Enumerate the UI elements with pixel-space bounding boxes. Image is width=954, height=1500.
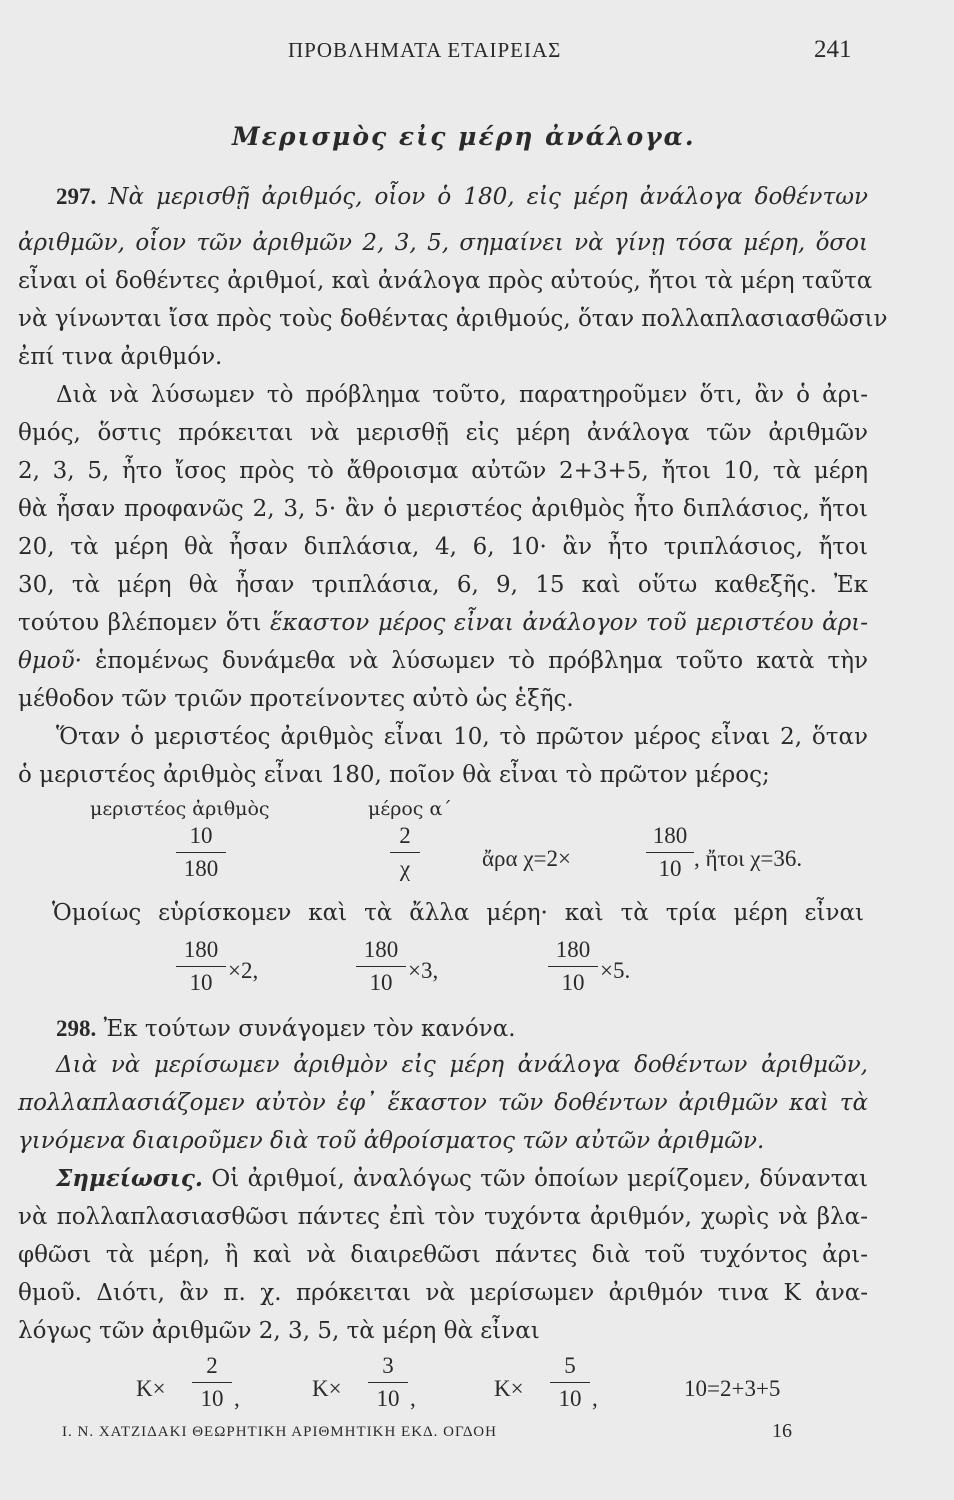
k-sum: 10=2+3+5	[684, 1376, 781, 1401]
p-dia-line-2: θμός, ὅστις πρόκειται νὰ μερισθῇ εἰς μέρη ἀνάλογα τῶν ἀριθμῶν	[18, 420, 868, 446]
k-prefix-1: Κ×	[136, 1376, 166, 1401]
omoios-line: Ὁμοίως εὑρίσκομεν καὶ τὰ ἄλλα μέρη· καὶ τὰ τρία μέρη εἶναι	[52, 900, 864, 926]
paragraph-number-297: 297.	[56, 184, 97, 209]
part-multiplier-3: ×5.	[600, 958, 631, 983]
p-dia-line-6: 30, τὰ μέρη θὰ ἦσαν τριπλάσια, 6, 9, 15 καὶ οὕτω καθεξῆς. Ἐκ	[18, 572, 868, 598]
rule-line-2: πολλαπλασιάζομεν αὐτὸν ἐφ᾿ ἕκαστον τῶν δοθέντων ἀριθμῶν καὶ τὰ	[18, 1090, 868, 1116]
part-multiplier-2: ×3,	[408, 958, 439, 983]
note-line-1: Σημείωσις. Οἱ ἀριθμοί, ἀναλόγως τῶν ὁποίων μερίζομεν, δύνανται	[56, 1165, 868, 1192]
p-dia-line-3: 2, 3, 5, ἦτο ἴσος πρὸς τὸ ἄθροισμα αὐτῶν 2+3+5, ἤτοι 10, τὰ μέρη	[18, 458, 868, 484]
page-number: 241	[814, 36, 852, 63]
p297-line-2: ἀριθμῶν, οἷον τῶν ἀριθμῶν 2, 3, 5, σημαίνει νὰ γίνῃ τόσα μέρη, ὅσοι	[18, 230, 868, 256]
k-suffix-2: ,	[410, 1386, 416, 1411]
p-otan-line-2: ὁ μεριστέος ἀριθμὸς εἶναι 180, ποῖον θὰ εἶναι τὸ πρῶτον μέρος;	[18, 762, 770, 788]
part-fraction-2: 180 10	[356, 936, 406, 997]
p-dia-line-4: θὰ ἦσαν προφανῶς 2, 3, 5· ἂν ὁ μεριστέος ἀριθμὸς ἦτο διπλάσιος, ἤτοι	[18, 496, 868, 522]
rule-line-1: Διὰ νὰ μερίσωμεν ἀριθμὸν εἰς μέρη ἀνάλογα δοθέντων ἀριθμῶν,	[56, 1052, 868, 1078]
col-header-dividend: μεριστέος ἀριθμὸς	[90, 798, 270, 820]
result-fraction: 180 10	[646, 822, 694, 883]
k-prefix-2: Κ×	[312, 1376, 342, 1401]
footer-imprint: Ι. Ν. ΧΑΤΖΙΔΑΚΙ ΘΕΩΡΗΤΙΚΗ ΑΡΙΘΜΗΤΙΚΗ ΕΚΔ. ΟΓΔΟΗ	[62, 1424, 497, 1440]
k-fraction-1: 2 10	[192, 1352, 232, 1413]
p-dia-line-7: τούτου βλέπομεν ὅτι ἕκαστον μέρος εἶναι ἀνάλογον τοῦ μεριστέου ἀρι-	[18, 610, 868, 636]
k-fraction-2: 3 10	[368, 1352, 408, 1413]
k-prefix-3: Κ×	[494, 1376, 524, 1401]
section-title: Μερισμὸς εἰς μέρη ἀνάλογα.	[232, 122, 696, 151]
result-prefix: ἄρα χ=2×	[482, 846, 571, 871]
paragraph-number-298: 298.	[56, 1016, 97, 1041]
part-multiplier-1: ×2,	[228, 958, 259, 983]
note-line-5: λόγως τῶν ἀριθμῶν 2, 3, 5, τὰ μέρη θὰ εἶναι	[18, 1318, 540, 1344]
note-label: Σημείωσις.	[56, 1165, 203, 1192]
col-header-part: μέρος α΄	[368, 798, 452, 820]
p297-line-5: ἐπί τινα ἀριθμόν.	[18, 344, 223, 370]
note-line-3: φθῶσι τὰ μέρη, ἢ καὶ νὰ διαιρεθῶσι πάντες διὰ τοῦ τυχόντος ἀρι-	[18, 1242, 868, 1268]
p297-line-1: 297. Νὰ μερισθῇ ἀριθμός, οἷον ὁ 180, εἰς μέρη ἀνάλογα δοθέντων	[56, 184, 868, 210]
k-fraction-3: 5 10	[550, 1352, 590, 1413]
k-suffix-3: ,	[592, 1386, 598, 1411]
k-suffix-1: ,	[234, 1386, 240, 1411]
signature-mark: 16	[772, 1420, 792, 1442]
part-fraction: 2 χ	[390, 822, 420, 883]
note-line-4: θμοῦ. Διότι, ἂν π. χ. πρόκειται νὰ μερίσωμεν ἀριθμόν τινα Κ ἀνα-	[18, 1280, 868, 1306]
rule-line-3: γινόμενα διαιροῦμεν διὰ τοῦ ἀθροίσματος τῶν αὐτῶν ἀριθμῶν.	[18, 1128, 765, 1154]
p297-line-4: νὰ γίνωνται ἴσα πρὸς τοὺς δοθέντας ἀριθμούς, ὅταν πολλαπλασιασθῶσιν	[18, 306, 888, 332]
note-line-2: νὰ πολλαπλασιασθῶσι πάντες ἐπὶ τὸν τυχόντα ἀριθμόν, χωρὶς νὰ βλα-	[18, 1204, 868, 1230]
p-dia-line-5: 20, τὰ μέρη θὰ ἦσαν διπλάσια, 4, 6, 10· ἂν ἦτο τριπλάσιος, ἤτοι	[18, 534, 868, 560]
p-dia-line-8: θμοῦ· ἑπομένως δυνάμεθα νὰ λύσωμεν τὸ πρόβλημα τοῦτο κατὰ τὴν	[18, 648, 868, 674]
result-suffix: , ἤτοι χ=36.	[694, 846, 803, 871]
p-dia-line-9: μέθοδον τῶν τριῶν προτείνοντες αὐτὸ ὡς ἑξῆς.	[18, 686, 574, 712]
p-otan-line-1: Ὅταν ὁ μεριστέος ἀριθμὸς εἶναι 10, τὸ πρῶτον μέρος εἶναι 2, ὅταν	[56, 724, 868, 750]
part-fraction-1: 180 10	[176, 936, 226, 997]
p-dia-line-1: Διὰ νὰ λύσωμεν τὸ πρόβλημα τοῦτο, παρατηροῦμεν ὅτι, ἂν ὁ ἀρι-	[56, 382, 868, 408]
p297-line-3: εἶναι οἱ δοθέντες ἀριθμοί, καὶ ἀνάλογα πρὸς αὐτούς, ἤτοι τὰ μέρη ταῦτα	[18, 268, 873, 294]
part-fraction-3: 180 10	[548, 936, 598, 997]
running-header: ΠΡΟΒΛΗΜΑΤΑ ΕΤΑΙΡΕΙΑΣ	[288, 38, 562, 62]
dividend-fraction: 10 180	[176, 822, 226, 883]
p298-line-1: 298. Ἐκ τούτων συνάγομεν τὸν κανόνα.	[56, 1016, 516, 1042]
